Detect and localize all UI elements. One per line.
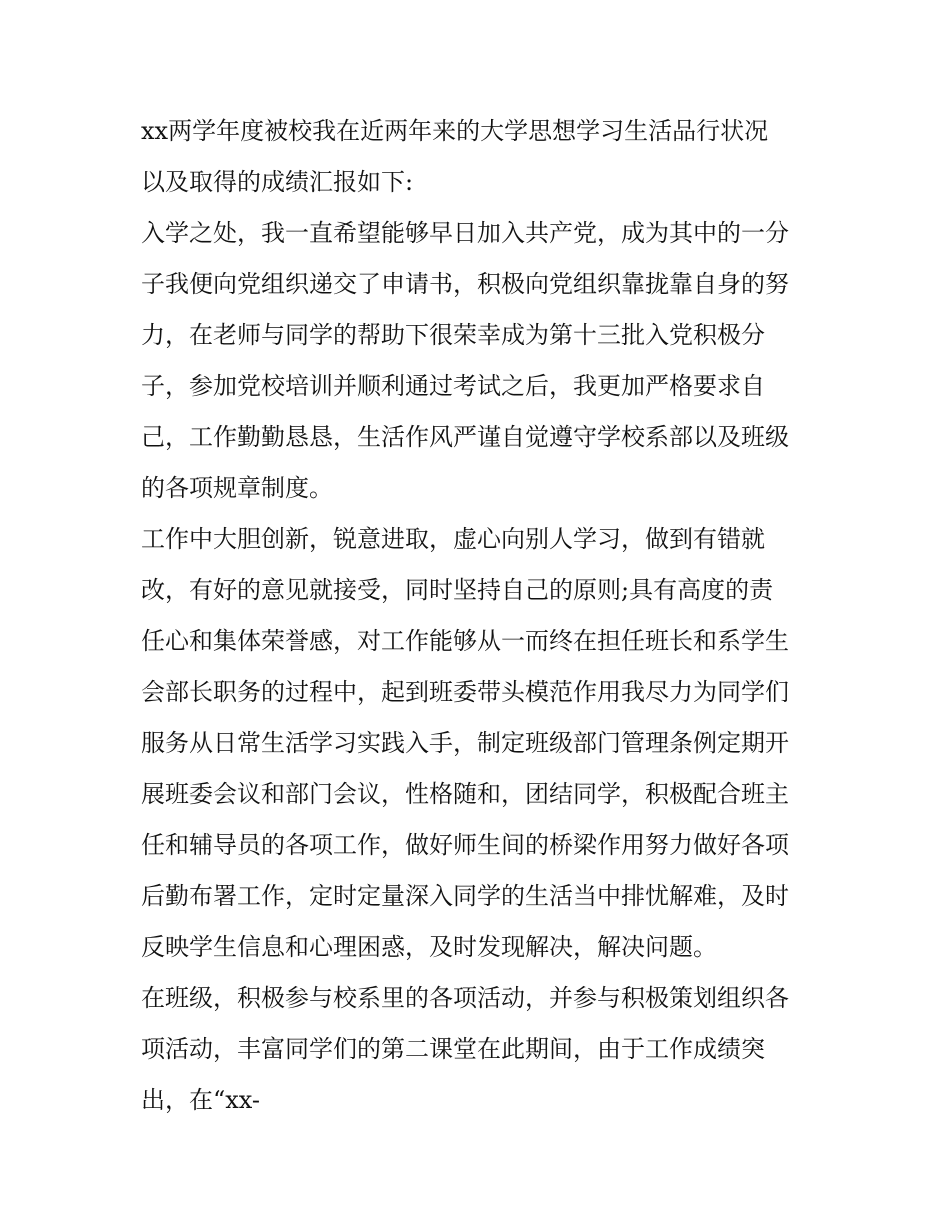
text-line: 力，在老师与同学的帮助下很荣幸成为第十三批入党积极分: [141, 321, 765, 349]
text-line: 会部长职务的过程中，起到班委带头模范作用我尽力为同学们: [141, 678, 789, 706]
text-line: 反映学生信息和心理困惑，及时发现解决，解决问题。: [141, 933, 717, 961]
text-line: 子，参加党校培训并顺利通过考试之后，我更加严格要求自: [141, 372, 765, 400]
text-line: 以及取得的成绩汇报如下:: [141, 168, 414, 196]
text-line: 入学之处，我一直希望能够早日加入共产党，成为其中的一分: [141, 219, 789, 247]
text-line: 出，在“xx-: [141, 1086, 261, 1114]
text-line: 服务从日常生活学习实践入手，制定班级部门管理条例定期开: [141, 729, 789, 757]
text-line: 子我便向党组织递交了申请书，积极向党组织靠拢靠自身的努: [141, 270, 789, 298]
text-line: xx两学年度被校我在近两年来的大学思想学习生活品行状况: [141, 117, 769, 145]
text-line: 展班委会议和部门会议，性格随和，团结同学，积极配合班主: [141, 780, 789, 808]
text-line: 己，工作勤勤恳恳，生活作风严谨自觉遵守学校系部以及班级: [141, 423, 789, 451]
text-line: 的各项规章制度。: [141, 474, 333, 502]
text-line: 项活动，丰富同学们的第二课堂在此期间，由于工作成绩突: [141, 1035, 765, 1063]
text-line: 后勤布署工作，定时定量深入同学的生活当中排忧解难，及时: [141, 882, 789, 910]
text-line: 任心和集体荣誉感，对工作能够从一而终在担任班长和系学生: [141, 627, 789, 655]
text-line: 在班级，积极参与校系里的各项活动，并参与积极策划组织各: [141, 984, 789, 1012]
text-line: 工作中大胆创新，锐意进取，虚心向别人学习，做到有错就: [141, 525, 765, 553]
text-line: 改，有好的意见就接受，同时坚持自己的原则;具有高度的责: [141, 576, 774, 604]
text-line: 任和辅导员的各项工作，做好师生间的桥梁作用努力做好各项: [141, 831, 789, 859]
document-body: [141, 106, 821, 1126]
